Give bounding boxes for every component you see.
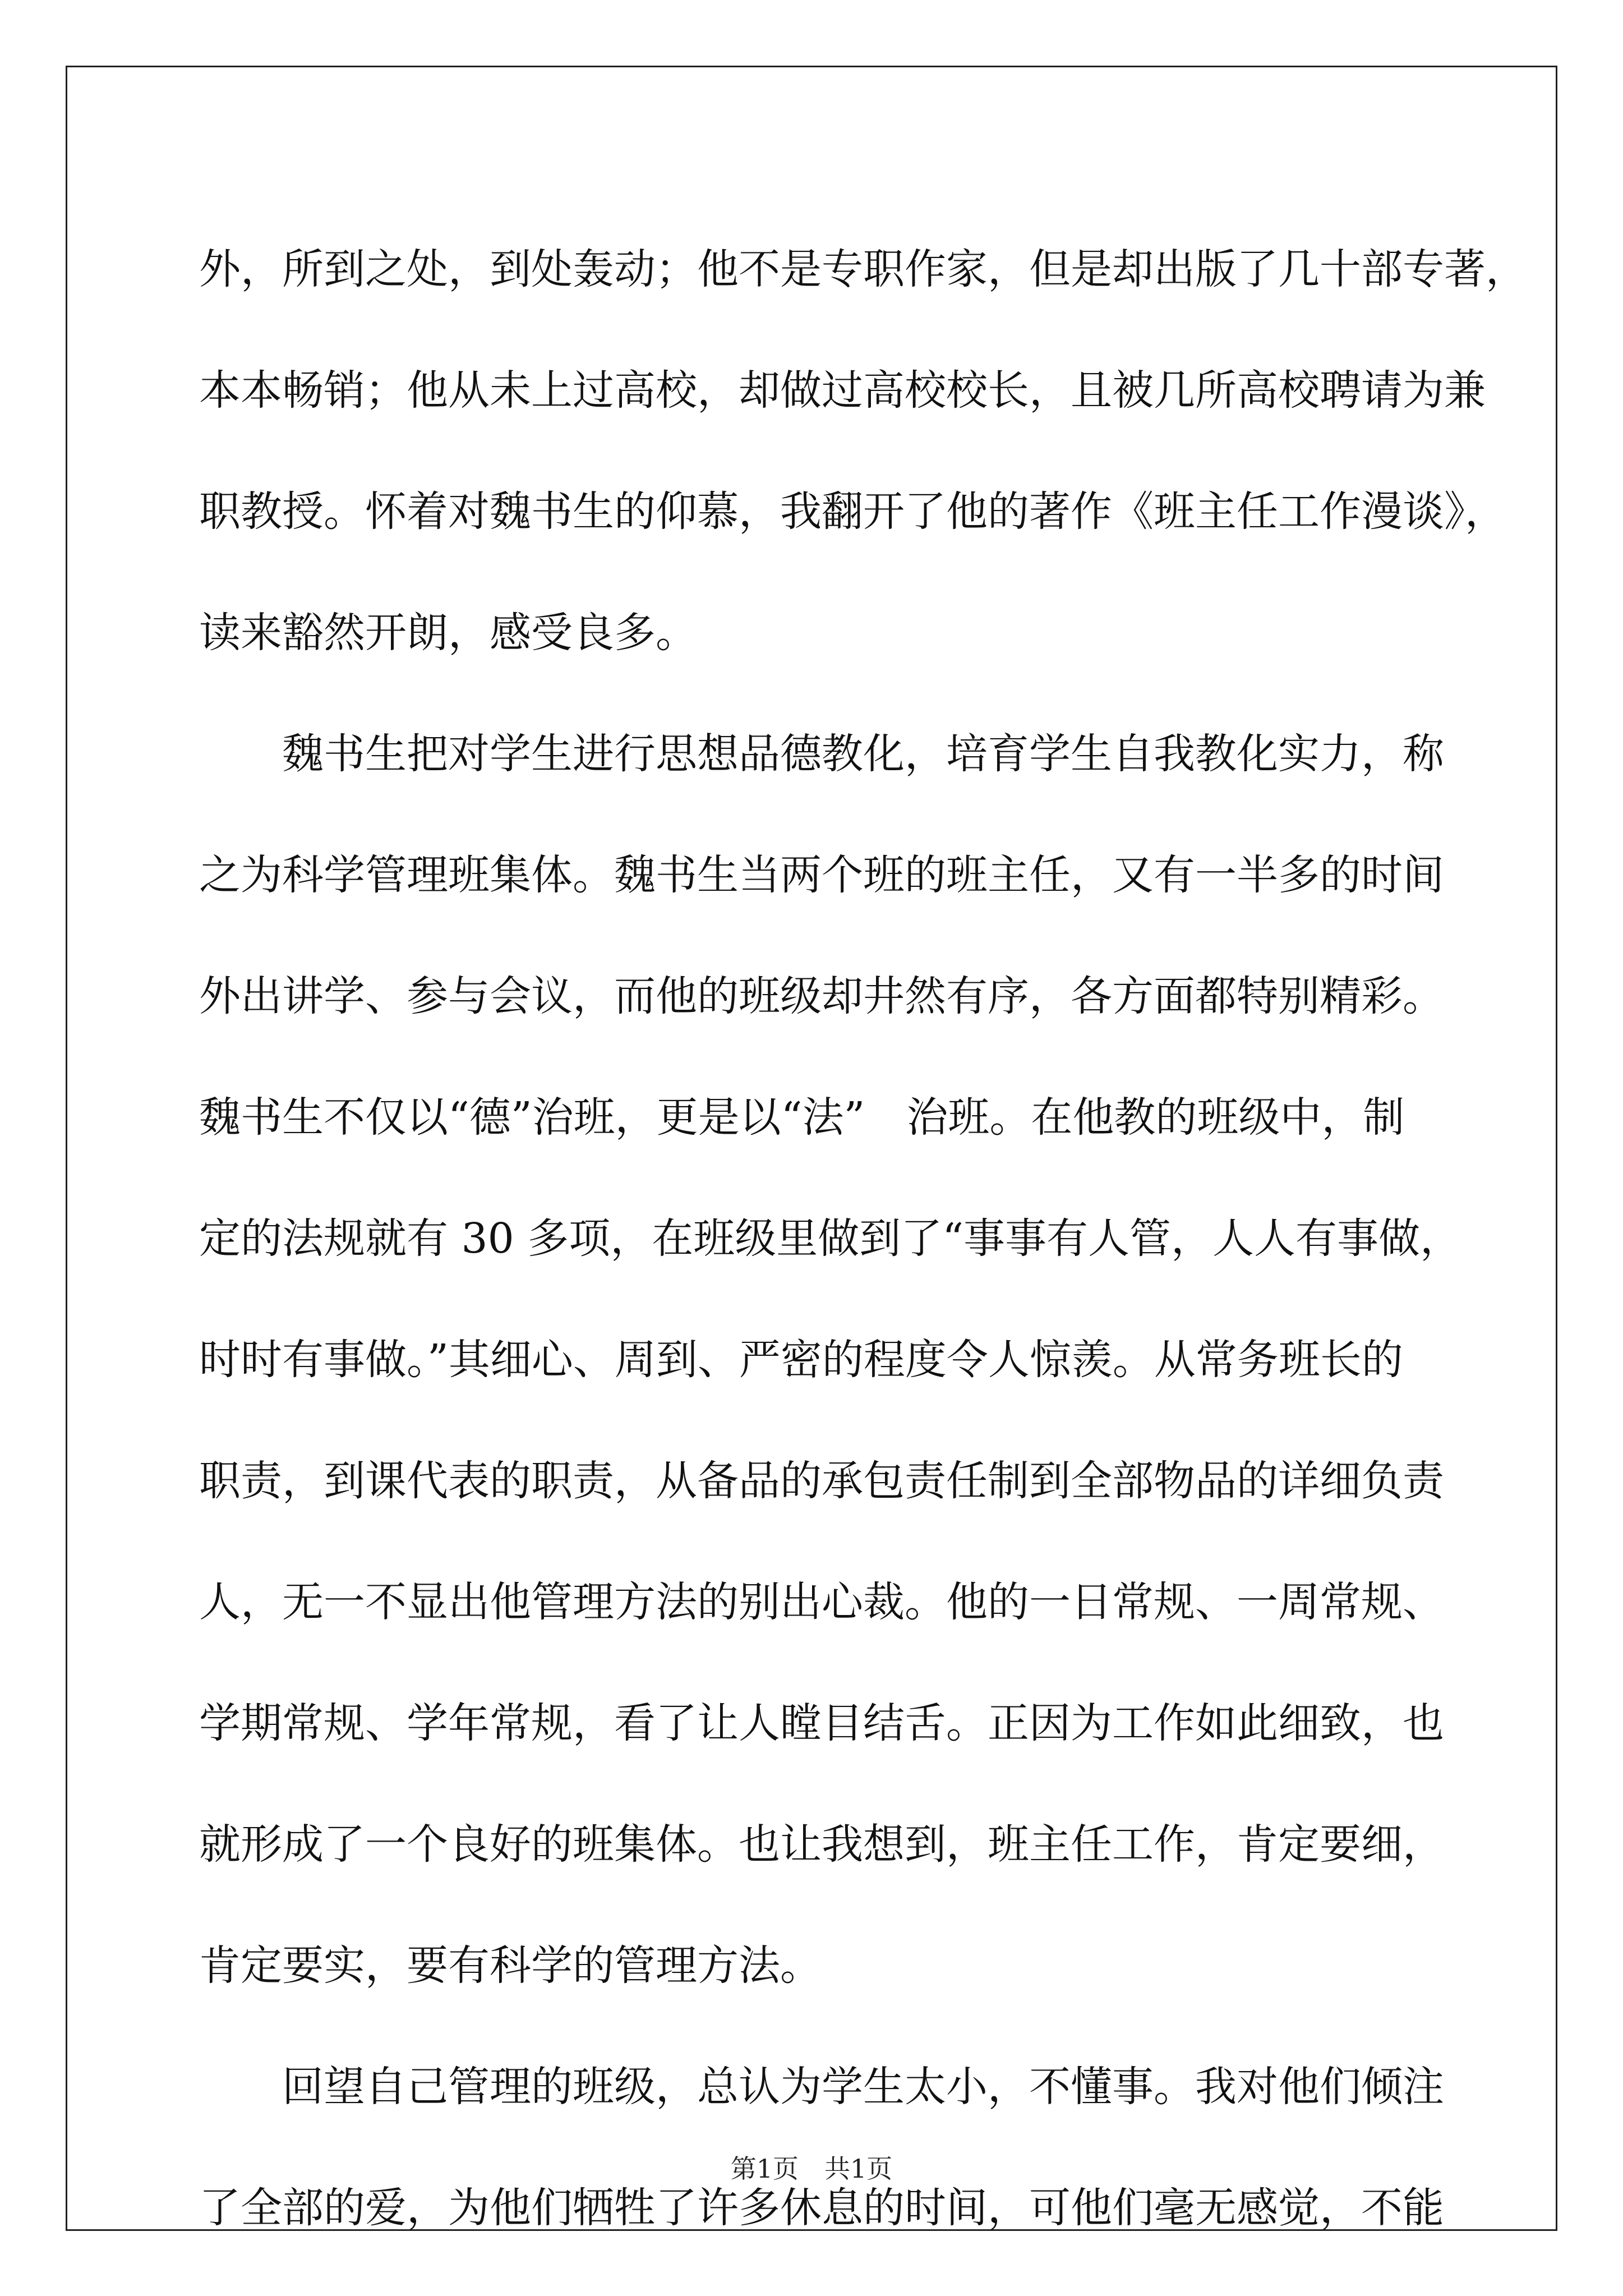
text-line: 本本畅销；他从未上过高校，却做过高校校长，且被几所高校聘请为兼	[199, 366, 1486, 415]
text-line: 就形成了一个良好的班集体。也让我想到，班主任工作，肯定要细，	[199, 1820, 1444, 1869]
text-line: 定的法规就有 30 多项，在班级里做到了“事事有人管，人人有事做，	[199, 1214, 1462, 1263]
text-line: 魏书生把对学生进行思想品德教化，培育学生自我教化实力，称	[199, 730, 1444, 778]
text-line: 人，无一不显出他管理方法的别出心裁。他的一日常规、一周常规、	[199, 1578, 1444, 1626]
text-line: 外出讲学、参与会议，而他的班级却井然有序，各方面都特别精彩。	[199, 972, 1444, 1020]
page-footer: 第1页 共1页	[730, 2154, 893, 2184]
text-line: 时时有事做。”其细心、周到、严密的程度令人惊羡。从常务班长的	[199, 1336, 1403, 1384]
text-line: 回望自己管理的班级，总认为学生太小，不懂事。我对他们倾注	[199, 2063, 1444, 2111]
text-line: 学期常规、学年常规，看了让人瞠目结舌。正因为工作如此细致，也	[199, 1699, 1444, 1747]
text-line: 读来豁然开朗，感受良多。	[199, 609, 697, 657]
text-line: 魏书生不仅以“德”治班，更是以“法” 治班。在他教的班级中，制	[199, 1093, 1405, 1142]
text-line: 职责，到课代表的职责，从备品的承包责任制到全部物品的详细负责	[199, 1457, 1444, 1505]
text-line: 外，所到之处，到处轰动；他不是专职作家，但是却出版了几十部专著，	[199, 245, 1527, 293]
text-line: 之为科学管理班集体。魏书生当两个班的班主任，又有一半多的时间	[199, 851, 1444, 899]
text-line: 了全部的爱，为他们牺牲了许多休息的时间，可他们毫无感觉，不能	[199, 2184, 1444, 2232]
body-text	[199, 213, 1527, 2273]
text-line: 肯定要实，要有科学的管理方法。	[199, 1941, 822, 1990]
text-line: 职教授。怀着对魏书生的仰慕，我翻开了他的著作《班主任工作漫谈》，	[199, 487, 1506, 536]
